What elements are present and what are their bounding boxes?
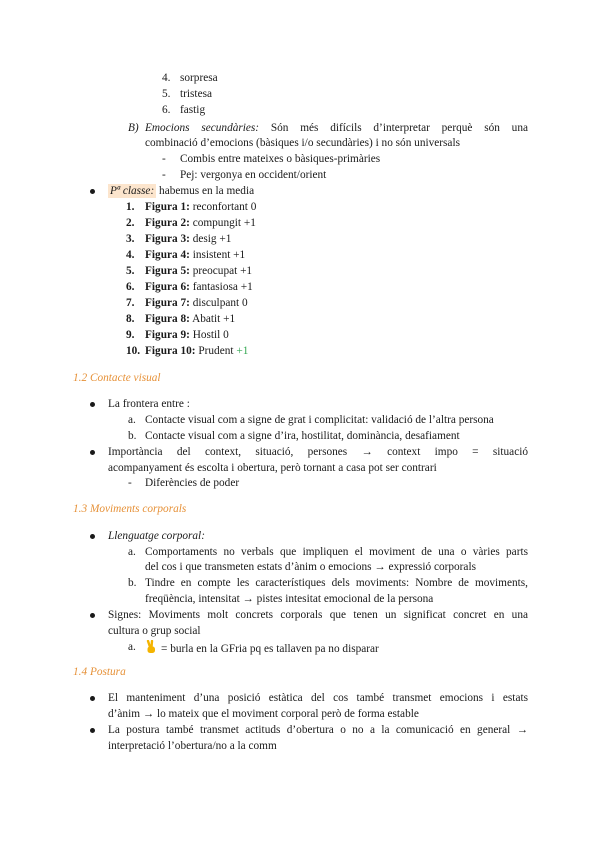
- figure-item: Figura 3: desig +1: [145, 233, 232, 245]
- figure-item: Figura 9: Hostil 0: [145, 329, 229, 341]
- list-item: Contacte visual com a signe d’ira, hostilitat, dominància, desafiament: [145, 430, 460, 442]
- bullet-text-cont: interpretació l’obertura/no a la comm: [108, 740, 277, 752]
- list-item: Contacte visual com a signe de grat i complicitat: validació de l’altra persona: [145, 414, 494, 426]
- secondary-line-2: combinació d’emocions (bàsiques i/o secundàries) i no són universals: [145, 137, 460, 149]
- dash-marker: -: [162, 169, 166, 181]
- figure-number: 2.: [126, 217, 135, 229]
- figure-number: 7.: [126, 297, 135, 309]
- list-number: 4.: [162, 72, 171, 84]
- dash-marker: -: [162, 153, 166, 165]
- bullet-text: La postura també transmet actituds d’obertura o no a la comunicació en general →: [108, 724, 528, 736]
- bullet-text: El manteniment d’una posició estàtica del cos també transmet emocions i estats: [108, 692, 528, 704]
- list-item: Tindre en compte les característiques dels moviments: Nombre de moviments,: [145, 577, 528, 589]
- bullet: [90, 450, 95, 455]
- item-marker: B): [128, 122, 139, 134]
- list-item: Comportaments no verbals que impliquen el moviment de una o vàries parts: [145, 546, 528, 558]
- figure-number: 6.: [126, 281, 135, 293]
- bullet: [90, 613, 95, 618]
- list-number: 5.: [162, 88, 171, 100]
- figure-number: 3.: [126, 233, 135, 245]
- list-item: [145, 640, 379, 657]
- section-heading-1-3: 1.3 Moviments corporals: [73, 503, 187, 515]
- secondary-text: Són més difícils d’interpretar perquè són una: [270, 122, 528, 134]
- figure-item: Figura 10: Prudent +1: [145, 345, 249, 357]
- sub-item: Diferències de poder: [145, 477, 240, 489]
- list-item-text: = burla en la GFria pq es tallaven pa no disparar: [161, 643, 379, 655]
- bullet: [90, 402, 95, 407]
- item-marker: a.: [128, 414, 136, 426]
- bullet-text: Llenguatge corporal:: [108, 530, 205, 542]
- list-item: tristesa: [180, 88, 212, 100]
- class-note-label: Pª classe:: [110, 185, 155, 197]
- bullet-text-cont: d’ànim → lo mateix que el moviment corporal però de forma estable: [108, 708, 419, 720]
- list-item-cont: freqüència, intensitat → pistes intesitat emocional de la persona: [145, 593, 434, 605]
- bullet: [90, 696, 95, 701]
- figure-item: Figura 4: insistent +1: [145, 249, 246, 261]
- class-note-line: [108, 184, 254, 199]
- secondary-line-1: [145, 121, 528, 136]
- section-heading-1-4: 1.4 Postura: [73, 666, 126, 678]
- bullet-text: Importància del context, situació, persones → context impo = situació: [108, 446, 528, 458]
- bullet-text: Signes: Moviments molt concrets corporals que tenen un significat concret en una: [108, 609, 528, 621]
- figure-item: Figura 8: Abatit +1: [145, 313, 236, 325]
- section-heading-1-2: 1.2 Contacte visual: [73, 372, 161, 384]
- bullet: [90, 728, 95, 733]
- secondary-label: Emocions secundàries:: [145, 122, 260, 134]
- figure-item: Figura 2: compungit +1: [145, 217, 256, 229]
- bullet: [90, 189, 95, 194]
- figure-number: 9.: [126, 329, 135, 341]
- dash-marker: -: [128, 477, 132, 489]
- class-note-text: habemus en la media: [159, 185, 255, 197]
- bullet-text-cont: acompanyament és escolta i obertura, però tornant a casa pot ser contrari: [108, 462, 437, 474]
- list-number: 6.: [162, 104, 171, 116]
- figure-item: Figura 6: fantasiosa +1: [145, 281, 253, 293]
- item-marker: a.: [128, 641, 136, 653]
- item-marker: b.: [128, 577, 137, 589]
- bullet: [90, 534, 95, 539]
- figure-number: 1.: [126, 201, 135, 213]
- bullet-text-cont: cultura o grup social: [108, 625, 201, 637]
- list-item: sorpresa: [180, 72, 218, 84]
- bullet-text: La frontera entre :: [108, 398, 190, 410]
- list-item-cont: del cos i que transmeten estats d’ànim o emocions → expressió corporals: [145, 561, 476, 573]
- item-marker: a.: [128, 546, 136, 558]
- figure-item: Figura 5: preocupat +1: [145, 265, 253, 277]
- figure-number: 10.: [126, 345, 141, 357]
- victory-hand-icon: [145, 640, 158, 654]
- figure-item: Figura 7: disculpant 0: [145, 297, 248, 309]
- figure-number: 4.: [126, 249, 135, 261]
- sub-item: Combis entre mateixes o bàsiques-primàries: [180, 153, 381, 165]
- item-marker: b.: [128, 430, 137, 442]
- figure-number: 5.: [126, 265, 135, 277]
- figure-number: 8.: [126, 313, 135, 325]
- sub-item: Pej: vergonya en occident/orient: [180, 169, 327, 181]
- list-item: fastig: [180, 104, 206, 116]
- figure-item: Figura 1: reconfortant 0: [145, 201, 257, 213]
